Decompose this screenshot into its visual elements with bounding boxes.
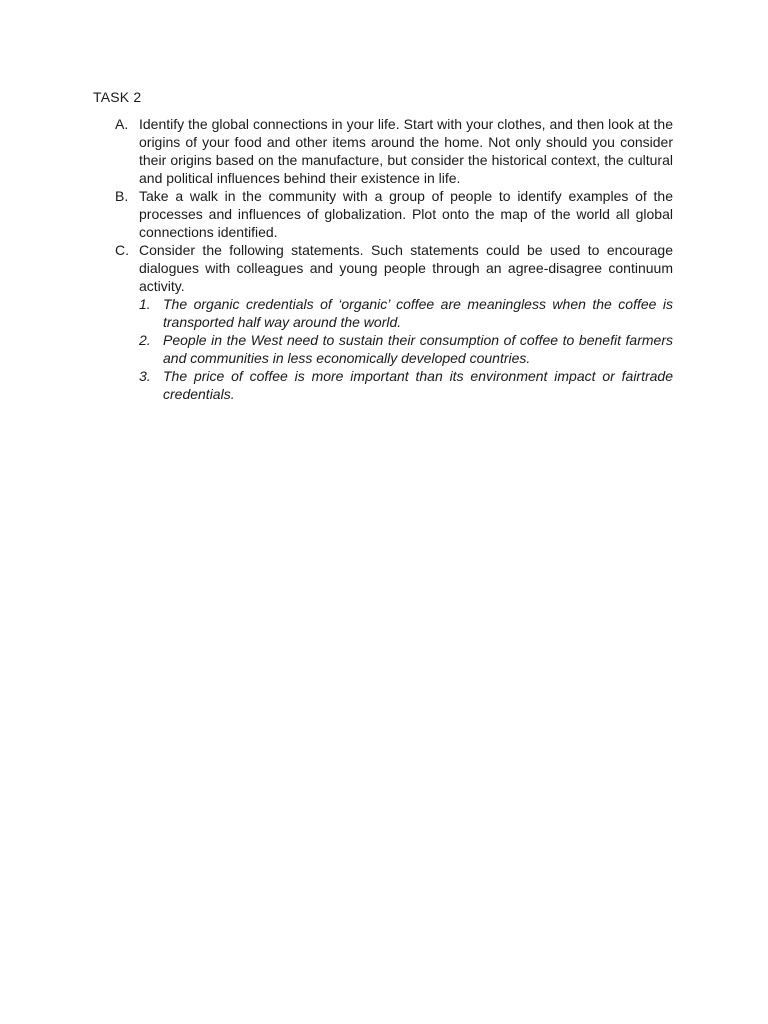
statement-text: The organic credentials of ‘organic’ coffee are meaningless when the coffee is transported half way around the world. bbox=[163, 296, 673, 330]
statement-marker: 1. bbox=[139, 296, 151, 312]
task-title: TASK 2 bbox=[93, 89, 142, 105]
task-item-text: Consider the following statements. Such statements could be used to encourage dialogues with colleagues and young people through an agree-disagree continuum activity. bbox=[139, 242, 673, 294]
statement-item-2 bbox=[139, 331, 673, 367]
task-item-b bbox=[115, 187, 673, 241]
task-item-a bbox=[115, 115, 673, 187]
statement-text: People in the West need to sustain their consumption of coffee to benefit farmers and communities in less economically developed countries. bbox=[163, 332, 673, 366]
task-item-c bbox=[115, 241, 673, 403]
statement-marker: 2. bbox=[139, 332, 151, 348]
statement-item-3 bbox=[139, 367, 673, 403]
task-item-text: Identify the global connections in your life. Start with your clothes, and then look at the origins of your food and other items around the home. Not only should you consider their origins based on the manufacture, but consider the historical context, the cultural and political influences behind their existence in life. bbox=[139, 116, 673, 186]
statement-marker: 3. bbox=[139, 368, 151, 384]
statement-list bbox=[139, 295, 673, 403]
statement-text: The price of coffee is more important than its environment impact or fairtrade credentials. bbox=[163, 368, 673, 402]
statement-item-1 bbox=[139, 295, 673, 331]
task-item-marker: C. bbox=[115, 242, 129, 258]
task-item-text: Take a walk in the community with a group of people to identify examples of the processes and influences of globalization. Plot onto the map of the world all global connections identified. bbox=[139, 188, 673, 240]
task-item-marker: A. bbox=[115, 116, 129, 132]
task-item-marker: B. bbox=[115, 188, 129, 204]
task-list bbox=[115, 115, 673, 403]
